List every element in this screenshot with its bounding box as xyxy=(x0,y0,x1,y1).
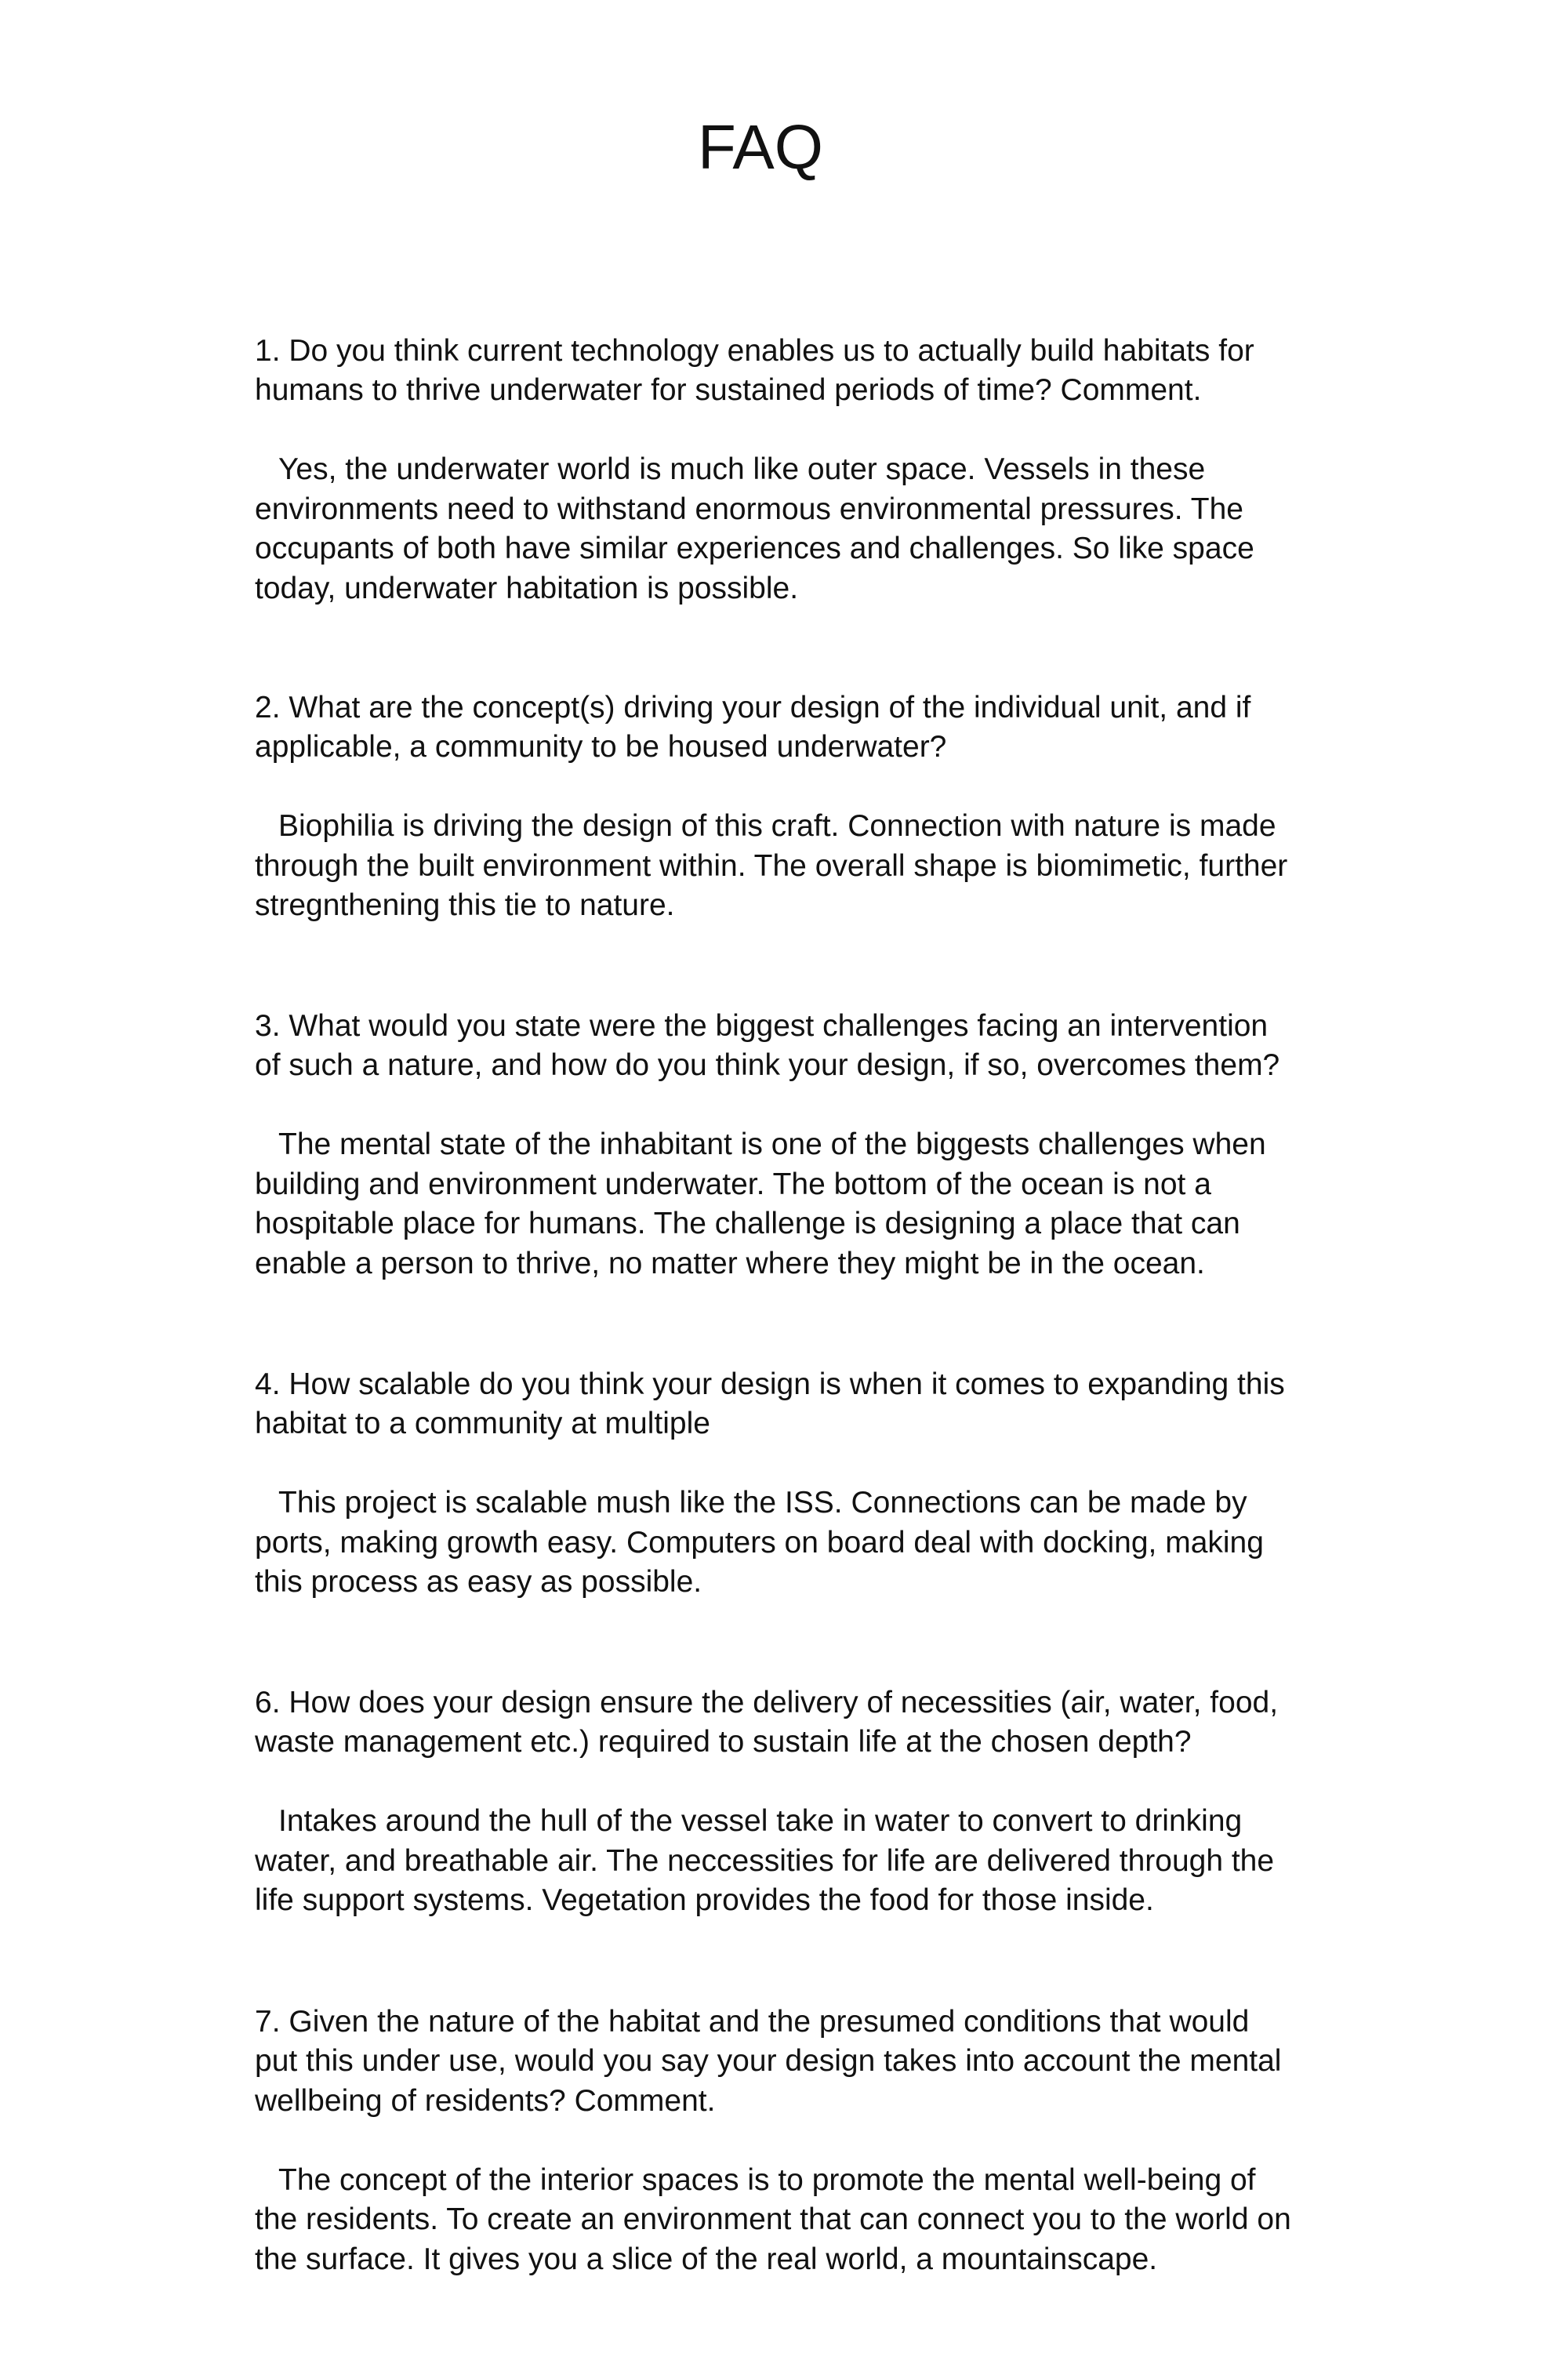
faq-question: 1. Do you think current technology enables us to actually build habitats for humans to thrive underwater for sustained periods of time? Comment. xyxy=(255,333,1254,407)
page-title: FAQ xyxy=(697,112,824,182)
faq-answer: Biophilia is driving the design of this craft. Connection with nature is made through the built environment within. The overall shape is biomimetic, further stregnthening this tie to nature. xyxy=(255,809,1288,922)
faq-question: 7. Given the nature of the habitat and the presumed conditions that would put this under use, would you say your design takes into account the mental wellbeing of residents? Comment. xyxy=(255,2004,1282,2118)
faq-question: 4. How scalable do you think your design is when it comes to expanding this habitat to a community at multiple xyxy=(255,1367,1285,1440)
faq-item-1 xyxy=(255,292,1399,648)
faq-question: 2. What are the concept(s) driving your design of the individual unit, and if applicable, a community to be housed underwater? xyxy=(255,690,1251,764)
faq-question: 6. How does your design ensure the delivery of necessities (air, water, food, waste management etc.) required to sustain life at the chosen depth? xyxy=(255,1685,1279,1759)
faq-item-3 xyxy=(255,967,1399,1324)
faq-answer: The concept of the interior spaces is to promote the mental well-being of the residents. To create an environment that can connect you to the world on the surface. It gives you a slice of the real world, a mountainscape. xyxy=(255,2162,1291,2276)
faq-answer: Yes, the underwater world is much like outer space. Vessels in these environments need to withstand enormous environmental pressures. The occupants of both have similar experiences and challenges. So like space today, underwater habitation is possible. xyxy=(255,452,1254,605)
faq-question: 3. What would you state were the biggest challenges facing an intervention of such a nature, and how do you think your design, if so, overcomes them? xyxy=(255,1008,1280,1082)
faq-item-4 xyxy=(255,1325,1399,1642)
faq-item-7 xyxy=(255,1963,1399,2319)
faq-answer: The mental state of the inhabitant is one of the biggests challenges when building and environment underwater. The bottom of the ocean is not a hospitable place for humans. The challenge is designing a place that can enable a person to thrive, no matter where they might be in the ocean. xyxy=(255,1127,1266,1280)
faq-item-2 xyxy=(255,648,1399,965)
faq-item-6 xyxy=(255,1643,1399,1960)
faq-answer: This project is scalable mush like the ISS. Connections can be made by ports, making growth easy. Computers on board deal with docking, making this process as easy as possible. xyxy=(255,1486,1264,1599)
faq-answer: Intakes around the hull of the vessel take in water to convert to drinking water, and breathable air. The neccessities for life are delivered through the life support systems. Vegetation provides the food for those inside. xyxy=(255,1804,1275,1917)
